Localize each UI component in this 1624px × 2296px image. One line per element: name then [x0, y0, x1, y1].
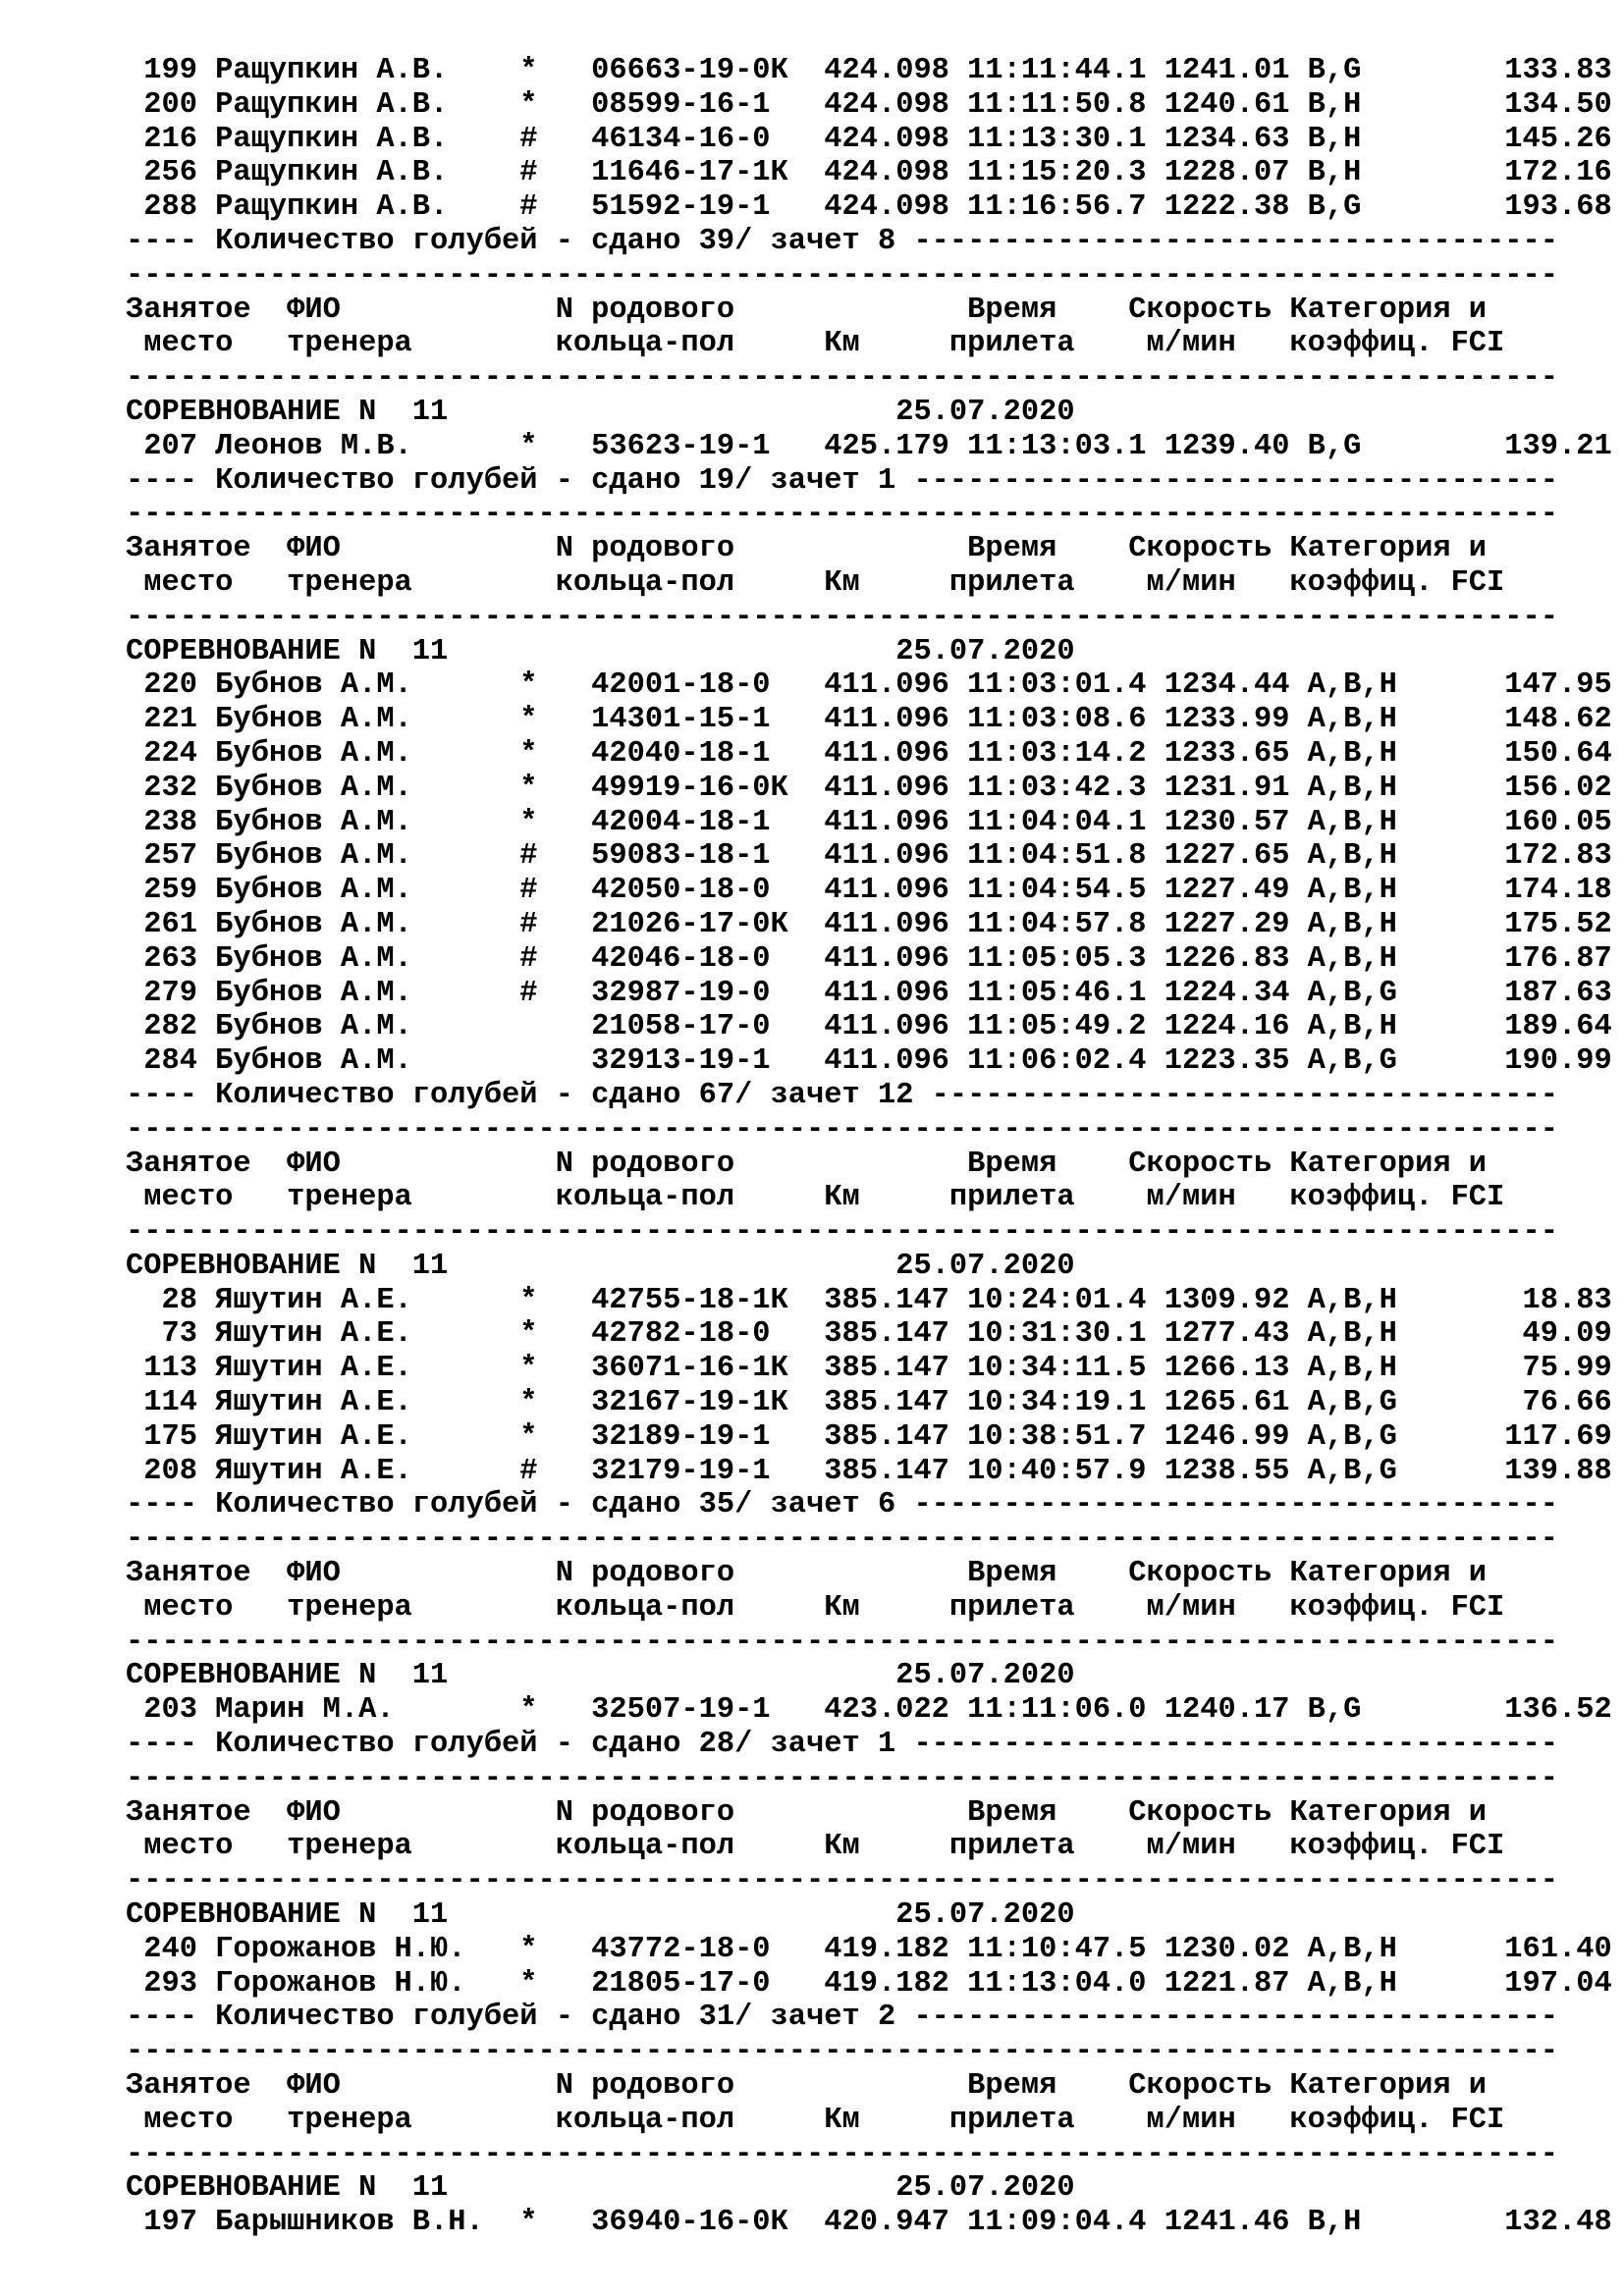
competition-heading: СОРЕВНОВАНИЕ N 11 25.07.2020: [126, 1659, 1075, 1693]
table-header: место тренера кольца-пол Км прилета м/мин коэффиц. FCI: [126, 1830, 1505, 1864]
divider-line: --------------------------------------------------------------------------------: [126, 498, 1558, 532]
section-summary: ---- Количество голубей - сдано 31/ зачет 2 ------------------------------------: [126, 2001, 1558, 2035]
divider-line: --------------------------------------------------------------------------------: [126, 1112, 1558, 1147]
result-row: 279 Бубнов А.М. # 32987-19-0 411.096 11:05:46.1 1224.34 A,B,G 187.63: [126, 976, 1612, 1010]
competition-heading: СОРЕВНОВАНИЕ N 11 25.07.2020: [126, 1898, 1075, 1933]
divider-line: --------------------------------------------------------------------------------: [126, 1864, 1558, 1898]
result-row: 28 Яшутин А.Е. * 42755-18-1К 385.147 10:24:01.4 1309.92 A,B,H 18.83: [126, 1283, 1612, 1317]
result-row: 220 Бубнов А.М. * 42001-18-0 411.096 11:03:01.4 1234.44 A,B,H 147.95: [126, 668, 1612, 703]
divider-line: --------------------------------------------------------------------------------: [126, 600, 1558, 634]
result-row: 114 Яшутин А.Е. * 32167-19-1К 385.147 10:34:19.1 1265.61 A,B,G 76.66: [126, 1386, 1612, 1420]
result-row: 207 Леонов М.В. * 53623-19-1 425.179 11:13:03.1 1239.40 B,G 139.21: [126, 429, 1612, 463]
table-header: место тренера кольца-пол Км прилета м/мин коэффиц. FCI: [126, 1590, 1505, 1625]
result-row: 203 Марин М.А. * 32507-19-1 423.022 11:11:06.0 1240.17 B,G 136.52: [126, 1693, 1612, 1728]
table-header: Занятое ФИО N родового Время Скорость Категория и: [126, 1795, 1488, 1830]
section-summary: ---- Количество голубей - сдано 39/ зачет 8 ------------------------------------: [126, 224, 1558, 258]
table-header: Занятое ФИО N родового Время Скорость Категория и: [126, 1557, 1488, 1591]
table-header: место тренера кольца-пол Км прилета м/мин коэффиц. FCI: [126, 565, 1505, 600]
table-header: Занятое ФИО N родового Время Скорость Категория и: [126, 2069, 1488, 2104]
result-row: 175 Яшутин А.Е. * 32189-19-1 385.147 10:38:51.7 1246.99 A,B,G 117.69: [126, 1419, 1612, 1454]
result-row: 221 Бубнов А.М. * 14301-15-1 411.096 11:03:08.6 1233.99 A,B,H 148.62: [126, 703, 1612, 737]
divider-line: --------------------------------------------------------------------------------: [126, 2035, 1558, 2069]
result-row: 113 Яшутин А.Е. * 36071-16-1К 385.147 10:34:11.5 1266.13 A,B,H 75.99: [126, 1352, 1612, 1386]
table-header: место тренера кольца-пол Км прилета м/мин коэффиц. FCI: [126, 327, 1505, 361]
result-row: 257 Бубнов А.М. # 59083-18-1 411.096 11:04:51.8 1227.65 A,B,H 172.83: [126, 839, 1612, 874]
competition-heading: СОРЕВНОВАНИЕ N 11 25.07.2020: [126, 395, 1075, 429]
result-row: 263 Бубнов А.М. # 42046-18-0 411.096 11:05:05.3 1226.83 A,B,H 176.87: [126, 941, 1612, 976]
result-row: 238 Бубнов А.М. * 42004-18-1 411.096 11:04:04.1 1230.57 A,B,H 160.05: [126, 805, 1612, 839]
result-row: 232 Бубнов А.М. * 49919-16-0К 411.096 11:03:42.3 1231.91 A,B,H 156.02: [126, 771, 1612, 805]
divider-line: --------------------------------------------------------------------------------: [126, 1761, 1558, 1795]
table-header: Занятое ФИО N родового Время Скорость Категория и: [126, 532, 1488, 566]
result-row: 259 Бубнов А.М. # 42050-18-0 411.096 11:04:54.5 1227.49 A,B,H 174.18: [126, 874, 1612, 908]
section-summary: ---- Количество голубей - сдано 19/ зачет 1 ------------------------------------: [126, 463, 1558, 498]
result-row: 240 Горожанов Н.Ю. * 43772-18-0 419.182 11:10:47.5 1230.02 A,B,H 161.40: [126, 1932, 1612, 1966]
competition-heading: СОРЕВНОВАНИЕ N 11 25.07.2020: [126, 634, 1075, 668]
competition-heading: СОРЕВНОВАНИЕ N 11 25.07.2020: [126, 1249, 1075, 1283]
divider-line: --------------------------------------------------------------------------------: [126, 258, 1558, 293]
result-row: 293 Горожанов Н.Ю. * 21805-17-0 419.182 11:13:04.0 1221.87 A,B,H 197.04: [126, 1966, 1612, 2001]
table-header: Занятое ФИО N родового Время Скорость Категория и: [126, 293, 1488, 327]
result-row: 73 Яшутин А.Е. * 42782-18-0 385.147 10:31:30.1 1277.43 A,B,H 49.09: [126, 1317, 1612, 1352]
result-row: 208 Яшутин А.Е. # 32179-19-1 385.147 10:40:57.9 1238.55 A,B,G 139.88: [126, 1454, 1612, 1488]
result-row: 199 Ращупкин А.В. * 06663-19-0К 424.098 11:11:44.1 1241.01 B,G 133.83: [126, 54, 1612, 87]
section-summary: ---- Количество голубей - сдано 28/ зачет 1 ------------------------------------: [126, 1728, 1558, 1762]
divider-line: --------------------------------------------------------------------------------: [126, 1215, 1558, 1250]
table-header: Занятое ФИО N родового Время Скорость Категория и: [126, 1147, 1488, 1181]
result-row: 288 Ращупкин А.В. # 51592-19-1 424.098 11:16:56.7 1222.38 B,G 193.68: [126, 190, 1612, 225]
result-row: 282 Бубнов А.М. 21058-17-0 411.096 11:05:49.2 1224.16 A,B,H 189.64: [126, 1010, 1612, 1044]
divider-line: --------------------------------------------------------------------------------: [126, 2137, 1558, 2171]
result-row: 284 Бубнов А.М. 32913-19-1 411.096 11:06:02.4 1223.35 A,B,G 190.99: [126, 1044, 1612, 1079]
result-row: 197 Барышников В.Н. * 36940-16-0К 420.947 11:09:04.4 1241.46 B,H 132.48: [126, 2206, 1612, 2240]
competition-heading: СОРЕВНОВАНИЕ N 11 25.07.2020: [126, 2171, 1075, 2206]
section-summary: ---- Количество голубей - сдано 35/ зачет 6 ------------------------------------: [126, 1488, 1558, 1522]
result-row: 261 Бубнов А.М. # 21026-17-0К 411.096 11:04:57.8 1227.29 A,B,H 175.52: [126, 907, 1612, 941]
result-row: 256 Ращупкин А.В. # 11646-17-1К 424.098 11:15:20.3 1228.07 B,H 172.16: [126, 156, 1612, 190]
table-header: место тренера кольца-пол Км прилета м/мин коэффиц. FCI: [126, 1181, 1505, 1215]
result-row: 224 Бубнов А.М. * 42040-18-1 411.096 11:03:14.2 1233.65 A,B,H 150.64: [126, 736, 1612, 771]
divider-line: --------------------------------------------------------------------------------: [126, 361, 1558, 396]
section-summary: ---- Количество голубей - сдано 67/ зачет 12 -----------------------------------: [126, 1078, 1558, 1112]
results-document: [126, 54, 1612, 2240]
result-row: 216 Ращупкин А.В. # 46134-16-0 424.098 11:13:30.1 1234.63 B,H 145.26: [126, 122, 1612, 156]
result-row: 200 Ращупкин А.В. * 08599-16-1 424.098 11:11:50.8 1240.61 B,H 134.50: [126, 87, 1612, 122]
divider-line: --------------------------------------------------------------------------------: [126, 1522, 1558, 1557]
divider-line: --------------------------------------------------------------------------------: [126, 1625, 1558, 1659]
table-header: место тренера кольца-пол Км прилета м/мин коэффиц. FCI: [126, 2103, 1505, 2137]
